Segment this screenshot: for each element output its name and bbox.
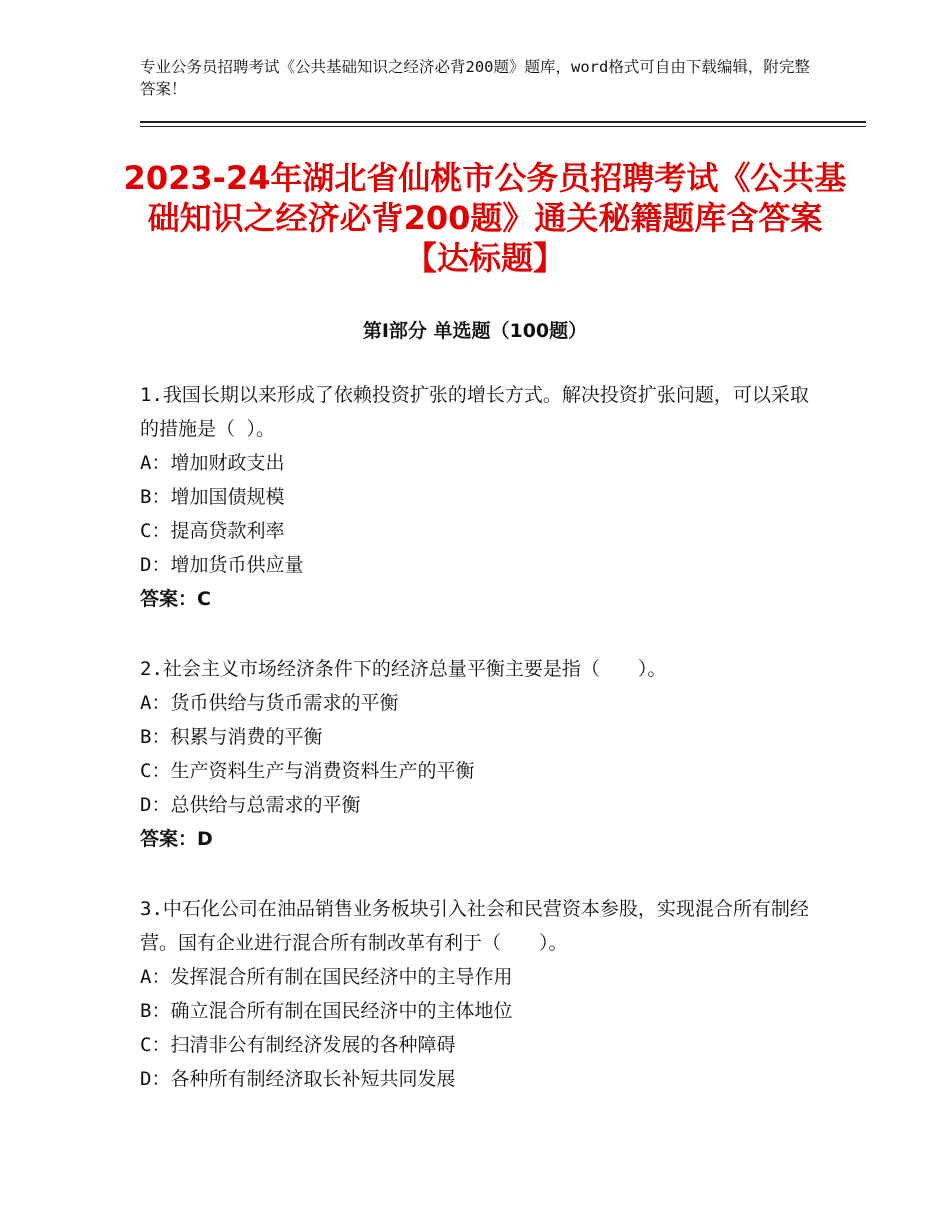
answer: 答案：D: [140, 828, 213, 850]
option-d: D：各种所有制经济取长补短共同发展: [140, 1068, 456, 1090]
question-3: [140, 892, 820, 1096]
section-title: 第Ⅰ部分 单选题（100题）: [362, 320, 588, 342]
question-stem: 2.社会主义市场经济条件下的经济总量平衡主要是指（ ）。: [140, 658, 667, 680]
question-1: [140, 378, 820, 616]
question-stem: 1.我国长期以来形成了依赖投资扩张的增长方式。解决投资扩张问题，可以采取的措施是（ ）。: [140, 384, 809, 440]
answer: 答案：C: [140, 588, 211, 610]
header-note: 专业公务员招聘考试《公共基础知识之经济必背200题》题库，word格式可自由下载编辑，附完整答案！: [140, 58, 810, 98]
option-a: A：货币供给与货币需求的平衡: [140, 692, 399, 714]
header-divider-thick: [140, 121, 866, 123]
question-2: [140, 652, 820, 856]
question-stem: 3.中石化公司在油品销售业务板块引入社会和民营资本参股，实现混合所有制经营。国有企业进行混合所有制改革有利于（ ）。: [140, 898, 809, 954]
option-b: B：增加国债规模: [140, 486, 285, 508]
option-c: C：生产资料生产与消费资料生产的平衡: [140, 760, 475, 782]
option-a: A：增加财政支出: [140, 452, 285, 474]
option-d: D：总供给与总需求的平衡: [140, 794, 361, 816]
option-d: D：增加货币供应量: [140, 554, 304, 576]
option-a: A：发挥混合所有制在国民经济中的主导作用: [140, 966, 513, 988]
header-divider-thin: [140, 126, 866, 127]
option-b: B：积累与消费的平衡: [140, 726, 323, 748]
option-c: C：提高贷款利率: [140, 520, 285, 542]
option-b: B：确立混合所有制在国民经济中的主体地位: [140, 1000, 513, 1022]
document-title: 2023-24年湖北省仙桃市公务员招聘考试《公共基础知识之经济必背200题》通关秘籍题库含答案【达标题】: [123, 159, 847, 277]
option-c: C：扫清非公有制经济发展的各种障碍: [140, 1034, 456, 1056]
